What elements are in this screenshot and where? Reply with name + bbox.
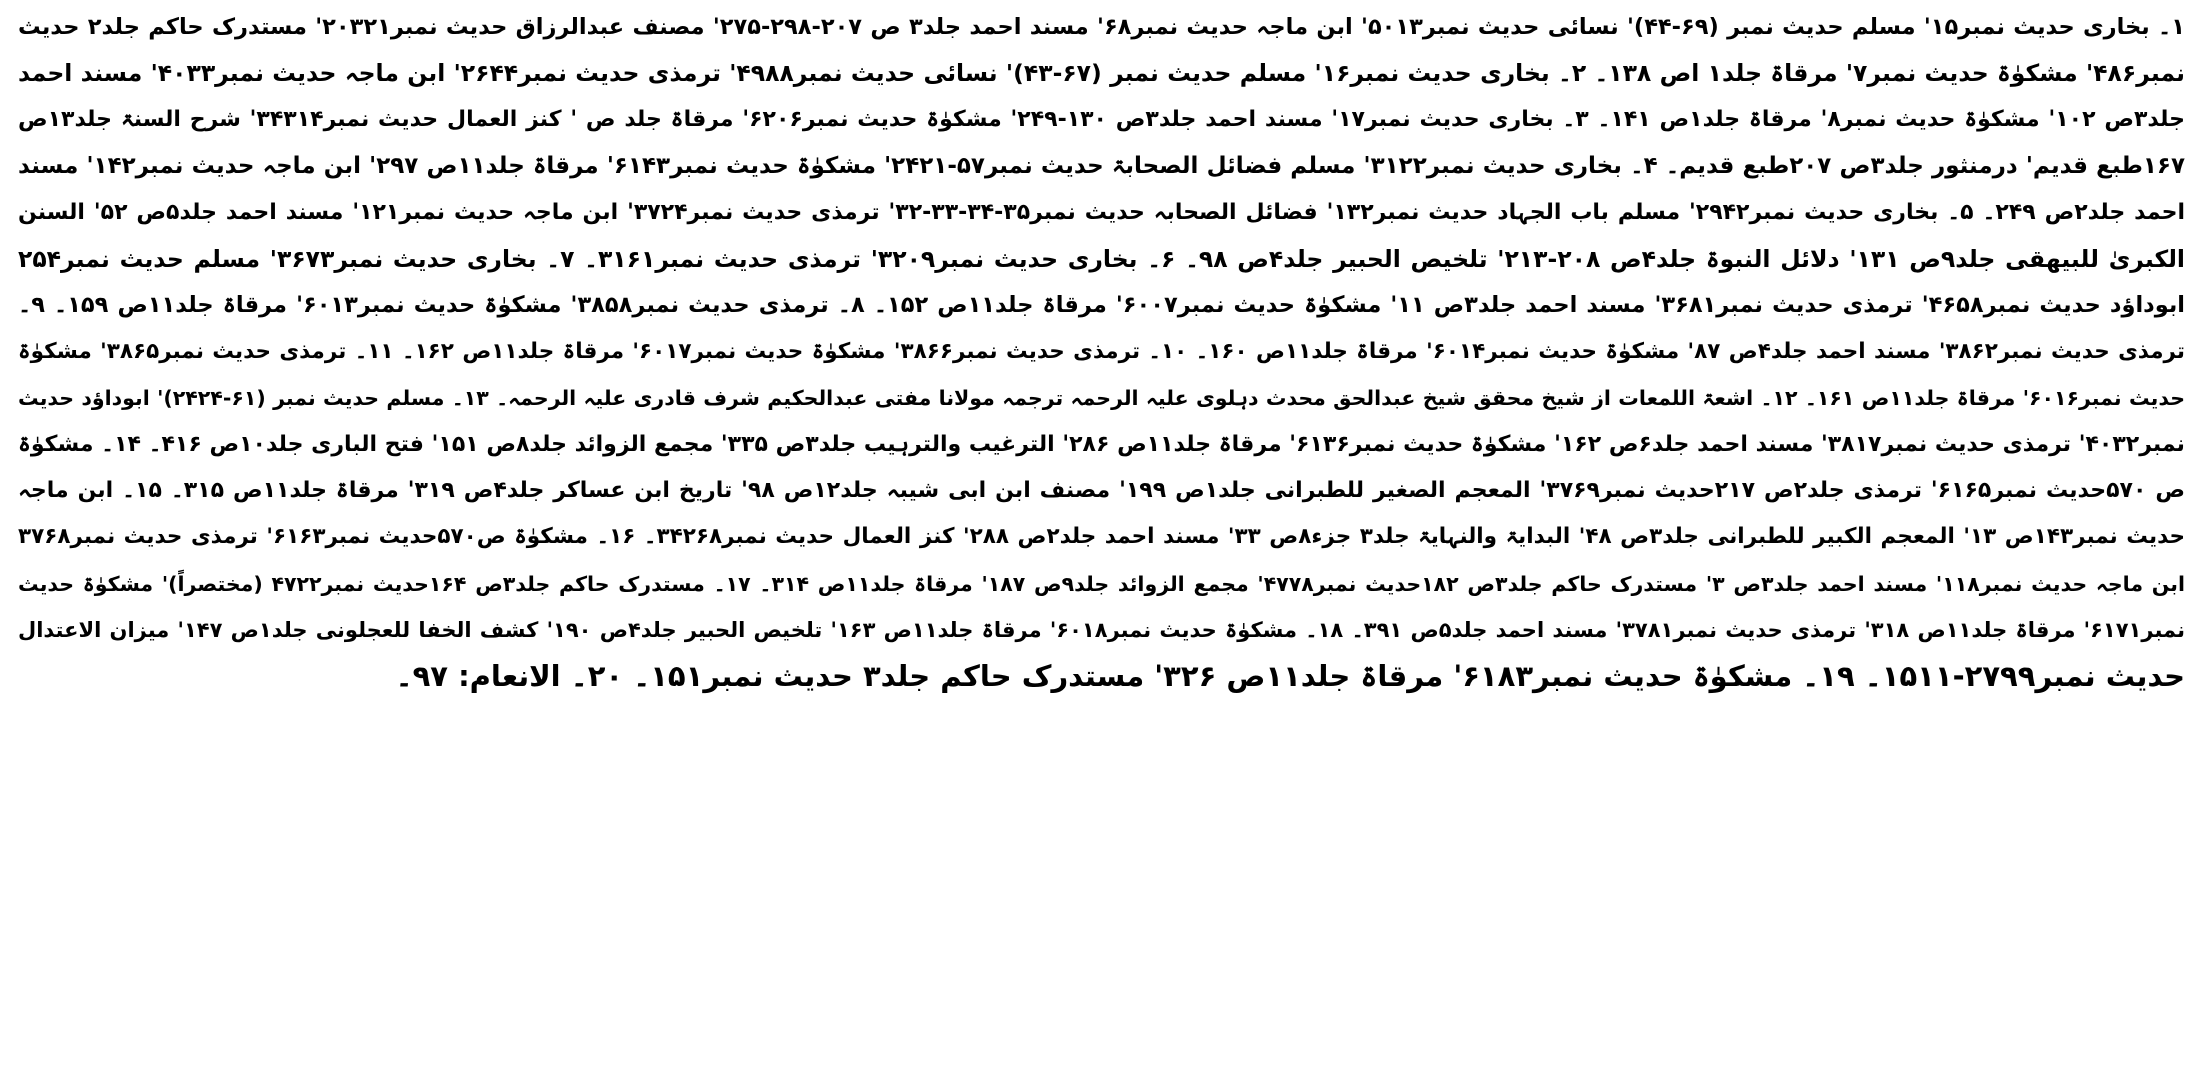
reference-line: نمبر۶۱۷۱' مرقاۃ جلد۱۱ص ۳۱۸' ترمذی حدیث نمبر۳۷۸۱' مسند احمد جلد۵ص ۳۹۱۔ ۱۸۔ مشکوٰۃ حدیث نمبر۶۰۱۸' مرقاۃ جلد۱۱ص ۱۶۳' تلخیص الحبیر جلد۴ص ۱۹۰' کشف الخفا للعجلونی جلد۱ص ۱۴۷' میزان الاعتدال — [18, 618, 2185, 643]
reference-line: ۱۔ بخاری حدیث نمبر۱۵' مسلم حدیث نمبر (۶۹-۴۴)' نسائی حدیث نمبر۵۰۱۳' ابن ماجہ حدیث نمبر۶۸' مسند احمد جلد۳ ص ۲۰۷-۲۹۸-۲۷۵' مصنف عبدالرزاق حدیث نمبر۲۰۳۲۱' مستدرک حاکم جلد۲ حدیث — [18, 14, 2185, 40]
reference-line: ترمذی حدیث نمبر۳۸۶۲' مسند احمد جلد۴ص ۸۷' مشکوٰۃ حدیث نمبر۶۰۱۴' مرقاۃ جلد۱۱ص ۱۶۰۔ ۱۰۔ ترمذی حدیث نمبر۳۸۶۶' مشکوٰۃ حدیث نمبر۶۰۱۷' مرقاۃ جلد۱۱ص ۱۶۲۔ ۱۱۔ ترمذی حدیث نمبر۳۸۶۵' مشکوٰۃ — [18, 338, 2185, 364]
reference-line: حدیث نمبر۶۰۱۶' مرقاۃ جلد۱۱ص ۱۶۱۔ ۱۲۔ اشعۃ اللمعات از شیخ محقق شیخ عبدالحق محدث دہلوی علیہ الرحمہ ترجمہ مولانا مفتی عبدالحکیم شرف قادری علیہ الرحمہ۔ ۱۳۔ مسلم حدیث نمبر (۶۱-۲۴۲۴)' ابوداؤد حدیث — [18, 386, 2185, 411]
reference-line: نمبر۴۸۶' مشکوٰۃ حدیث نمبر۷' مرقاۃ جلد۱ اص ۱۳۸۔ ۲۔ بخاری حدیث نمبر۱۶' مسلم حدیث نمبر (۶۷-۴۳)' نسائی حدیث نمبر۴۹۸۸' ترمذی حدیث نمبر۲۶۴۴' ابن ماجہ حدیث نمبر۴۰۳۳' مسند احمد — [18, 59, 2185, 88]
reference-line: ابن ماجہ حدیث نمبر۱۱۸' مسند احمد جلد۳ص ۳' مستدرک حاکم جلد۳ص ۱۸۲حدیث نمبر۴۷۷۸' مجمع الزوائد جلد۹ص ۱۸۷' مرقاۃ جلد۱۱ص ۳۱۴۔ ۱۷۔ مستدرک حاکم جلد۳ص ۱۶۴حدیث نمبر۴۷۲۲ (مختصراً)' مشکوٰۃ حدیث — [18, 571, 2185, 596]
reference-line-last: حدیث نمبر۲۷۹۹-۱۵۱۱۔ ۱۹۔ مشکوٰۃ حدیث نمبر۶۱۸۳' مرقاۃ جلد۱۱ص ۳۲۶' مستدرک حاکم جلد۳ حدیث نمبر۱۵۱۔ ۲۰۔ الانعام: ۹۷۔ — [395, 659, 2185, 694]
reference-line: الکبریٰ للبیھقی جلد۹ص ۱۳۱' دلائل النبوۃ جلد۴ص ۲۰۸-۲۱۳' تلخیص الحبیر جلد۴ص ۹۸۔ ۶۔ بخاری حدیث نمبر۳۲۰۹' ترمذی حدیث نمبر۳۱۶۱۔ ۷۔ بخاری حدیث نمبر۳۶۷۳' مسلم حدیث نمبر۲۵۴ — [18, 244, 2185, 273]
reference-line: نمبر۴۰۳۲' ترمذی حدیث نمبر۳۸۱۷' مسند احمد جلد۶ص ۱۶۲' مشکوٰۃ حدیث نمبر۶۱۳۶' مرقاۃ جلد۱۱ص ۲۸۶' الترغیب والترہیب جلد۳ص ۳۳۵' مجمع الزوائد جلد۸ص ۱۵۱' فتح الباری جلد۱۰ص ۴۱۶۔ ۱۴۔ مشکوٰۃ — [18, 431, 2185, 457]
reference-line: ۱۶۷طبع قدیم' درمنثور جلد۳ص ۲۰۷طبع قدیم۔ ۴۔ بخاری حدیث نمبر۳۱۲۲' مسلم فضائل الصحابۃ حدیث نمبر۵۷-۲۴۲۱' مشکوٰۃ حدیث نمبر۶۱۴۳' مرقاۃ جلد۱۱ص ۲۹۷' ابن ماجہ حدیث نمبر۱۴۲' مسند — [18, 153, 2185, 180]
reference-line: ص ۵۷۰حدیث نمبر۶۱۶۵' ترمذی جلد۲ص ۲۱۷حدیث نمبر۳۷۶۹' المعجم الصغیر للطبرانی جلد۱ص ۱۹۹' مصنف ابن ابی شیبہ جلد۱۲ص ۹۸' تاریخ ابن عساکر جلد۴ص ۳۱۹' مرقاۃ جلد۱۱ص ۳۱۵۔ ۱۵۔ ابن ماجہ — [18, 477, 2185, 503]
reference-line: ابوداؤد حدیث نمبر۴۶۵۸' ترمذی حدیث نمبر۳۶۸۱' مسند احمد جلد۳ص ۱۱' مشکوٰۃ حدیث نمبر۶۰۰۷' مرقاۃ جلد۱۱ص ۱۵۲۔ ۸۔ ترمذی حدیث نمبر۳۸۵۸' مشکوٰۃ حدیث نمبر۶۰۱۳' مرقاۃ جلد۱۱ص ۱۵۹۔ ۹۔ — [18, 292, 2185, 319]
reference-line: احمد جلد۲ص ۲۴۹۔ ۵۔ بخاری حدیث نمبر۲۹۴۲' مسلم باب الجہاد حدیث نمبر۱۳۲' فضائل الصحابہ حدیث نمبر۳۵-۳۴-۳۳-۳۲' ترمذی حدیث نمبر۳۷۲۴' ابن ماجہ حدیث نمبر۱۲۱' مسند احمد جلد۵ص ۵۲' السنن — [18, 199, 2185, 225]
reference-line: حدیث نمبر۱۴۳ص ۱۳' المعجم الکبیر للطبرانی جلد۳ص ۴۸' البدایۃ والنہایۃ جلد۳ جزء۸ص ۳۳' مسند احمد جلد۲ص ۲۸۸' کنز العمال حدیث نمبر۳۴۲۶۸۔ ۱۶۔ مشکوٰۃ ص۵۷۰حدیث نمبر۶۱۶۳' ترمذی حدیث نمبر۳۷۶۸ — [18, 524, 2185, 550]
reference-line: جلد۳ص ۱۰۲' مشکوٰۃ حدیث نمبر۸' مرقاۃ جلد۱ص ۱۴۱۔ ۳۔ بخاری حدیث نمبر۱۷' مسند احمد جلد۳ص ۱۳۰-۲۴۹' مشکوٰۃ حدیث نمبر۶۲۰۶' مرقاۃ جلد ص ' کنز العمال حدیث نمبر۳۴۳۱۴' شرح السنۃ جلد۱۳ص — [18, 106, 2185, 132]
